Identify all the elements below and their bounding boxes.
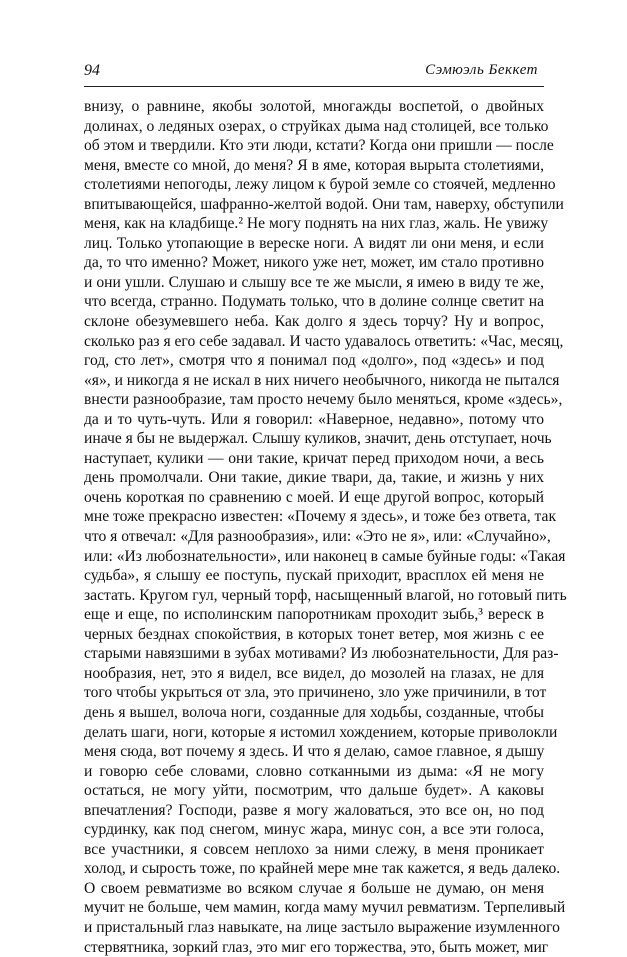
page-header	[84, 62, 544, 82]
text-line: год, сто лет», смотря что я понимал под «долго», под «здесь» и под	[84, 352, 544, 370]
text-line: или: «Из любознательности», или наконец в самые буйные годы: «Такая	[84, 547, 566, 565]
text-line: внизу, о равнине, якобы золотой, многажды воспетой, о двойных	[84, 98, 544, 115]
text-line: меня сюда, вот почему я здесь. И что я делаю, самое главное, я дышу	[84, 743, 545, 761]
text-line: день промолчали. Они такие, дикие твари, да, такие, и жизнь у них	[84, 469, 544, 487]
text-line: что всегда, странно. Подумать только, что в долине солнце светит на	[84, 293, 544, 311]
text-line: сколько раз я его себе задавал. И часто удавалось ответить: «Час, месяц,	[84, 332, 564, 350]
running-title: Сэмюэль Беккет	[425, 62, 538, 78]
text-line: еще и еще, по исполинским папоротникам проходит зыбь,³ вереск в	[84, 606, 544, 624]
text-line: черных безднах спокойствия, в которых тонет ветер, моя жизнь с ее	[84, 625, 544, 643]
text-line: столетиями непогоды, лежу лицом к бурой земле со стоячей, медленно	[84, 176, 556, 194]
text-line: очень короткая по сравнению с моей. И еще другой вопрос, который	[84, 488, 544, 506]
page-number: 94	[84, 62, 100, 79]
text-line: стервятника, зоркий глаз, это миг его торжества, это, быть может, миг	[84, 938, 549, 956]
text-line: и пристальный глаз навыкате, на лице застыло выражение изумленного	[84, 918, 560, 936]
text-line: старыми навязшими в зубах мотивами? Из любознательности, Для раз-	[84, 645, 559, 663]
text-line: мучит не больше, чем мамин, когда маму мучил ревматизм. Терпеливый	[84, 899, 566, 917]
text-line: об этом и твердили. Кто эти люди, кстати? Когда они пришли — после	[84, 137, 554, 155]
text-line: судьба», я слышу ее поступь, пускай приходит, врасплох ей меня не	[84, 567, 544, 585]
text-line: наступает, кулики — они такие, кричат перед приходом ночи, а весь	[84, 449, 544, 467]
text-line: лиц. Только утопающие в вереске ноги. А видят ли они меня, и если	[84, 234, 544, 252]
text-line: того чтобы укрыться от зла, это причинено, зло уже причинили, в тот	[84, 684, 547, 702]
text-line: иначе я бы не выдержал. Слышу куликов, значит, день отступает, ночь	[84, 430, 552, 448]
text-line: сурдинку, как под снегом, минус жара, минус сон, а все эти голоса,	[84, 821, 544, 839]
text-line: делать шаги, ноги, которые я истомил хождением, которые приволокли	[84, 723, 558, 741]
text-line: мне тоже прекрасно известен: «Почему я здесь», и тоже без ответа, так	[84, 508, 557, 526]
text-line: да, то что именно? Может, никого уже нет, может, им стало противно	[84, 254, 544, 272]
text-line: «я», и никогда я не искал в них ничего необычного, никогда не пытался	[84, 371, 560, 389]
text-line: и говорю себе словами, словно сотканными из дыма: «Я не могу	[84, 762, 544, 780]
text-line: застать. Кругом гул, черный торф, насыщенный влагой, но готовый пить	[84, 586, 567, 604]
text-line: что я отвечал: «Для разнообразия», или: «Это не я», или: «Случайно»,	[84, 528, 551, 546]
header-rule	[84, 86, 544, 87]
text-line: внести разнообразие, там просто нечему было меняться, кроме «здесь»,	[84, 391, 563, 409]
text-line: меня, как на кладбище.² Не могу поднять на них глаз, жаль. Не увижу	[84, 215, 549, 233]
text-line: О своем ревматизме во всяком случае я больше не думаю, он меня	[84, 879, 544, 897]
text-line: холод, и сырость тоже, по крайней мере мне так кажется, я ведь далеко.	[84, 860, 561, 878]
text-line: долинах, о ледяных озерах, о струйках дыма над столицей, все только	[84, 117, 549, 135]
text-line: склоне обезумевшего неба. Как долго я здесь торчу? Ну и вопрос,	[84, 313, 544, 331]
text-line: впитывающейся, шафранно-желтой водой. Они там, наверху, обступили	[84, 195, 564, 213]
text-line: день я вышел, волоча ноги, созданные для ходьбы, созданные, чтобы	[84, 703, 544, 721]
text-line: впечатления? Господи, разве я могу жаловаться, это все он, но под	[84, 801, 544, 819]
text-line: остаться, не могу уйти, посмотрим, что дальше будет». А каковы	[84, 782, 544, 800]
text-line: нообразия, нет, это я видел, все видел, до мозолей на глазах, не для	[84, 664, 544, 682]
body-text	[84, 97, 567, 957]
text-line: да и то чуть-чуть. Или я говорил: «Наверное, недавно», потому что	[84, 410, 544, 428]
text-line: и они ушли. Слушаю и слышу все те же мысли, я имею в виду те же,	[84, 273, 544, 291]
text-line: все участники, я совсем неплохо за ними слежу, в меня проникает	[84, 840, 544, 858]
text-line: меня, вместе со мной, до меня? Я в яме, которая вырыта столетиями,	[84, 156, 544, 174]
